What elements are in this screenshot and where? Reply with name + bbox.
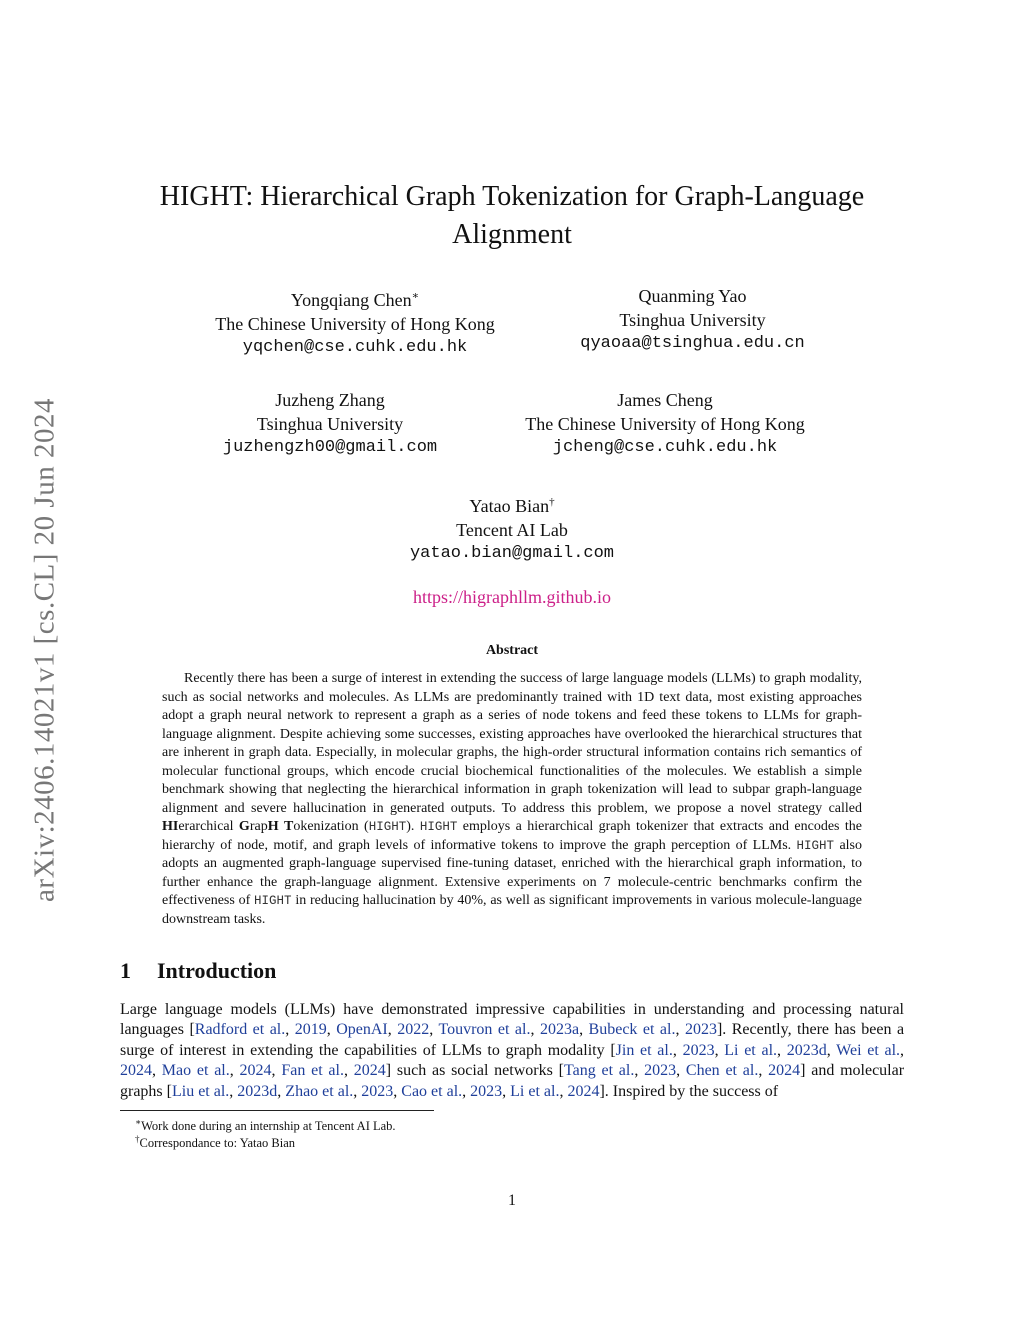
- section-number: 1: [120, 958, 131, 983]
- citation-link[interactable]: Liu et al.: [171, 1082, 230, 1100]
- footnote-text: Work done during an internship at Tencent AI Lab.: [141, 1119, 396, 1134]
- citation-link[interactable]: 2024: [239, 1062, 272, 1080]
- citation-link[interactable]: Mao et al.: [161, 1062, 230, 1080]
- author-block-5: [362, 490, 662, 566]
- abstract-body: [162, 670, 862, 929]
- author-name: Yongqiang Chen: [290, 290, 412, 310]
- abstract-text: rap: [249, 819, 268, 834]
- intro-paragraph: [120, 1000, 904, 1102]
- intro-text: ,: [343, 1062, 354, 1080]
- author-mark: †: [549, 496, 555, 508]
- abstract-text: employs a hierarchical graph tokenizer that extracts and encodes the hierarchy of node, motif, and graph levels of informative tokens to improve the graph perception of LLMs.: [162, 819, 862, 853]
- author-email: jcheng@cse.cuhk.edu.hk: [552, 438, 778, 457]
- intro-text: ,: [326, 1021, 337, 1039]
- abstract-bold: G: [238, 819, 250, 834]
- intro-text: ,: [502, 1082, 511, 1100]
- intro-text: ,: [559, 1082, 568, 1100]
- intro-text: ,: [152, 1062, 162, 1080]
- citation-link[interactable]: 2023: [684, 1021, 717, 1039]
- citation-link[interactable]: 2024: [120, 1062, 152, 1080]
- abstract-code: HIGHT: [368, 820, 407, 834]
- citation-link[interactable]: Bubeck et al.: [588, 1021, 676, 1039]
- citation-link[interactable]: 2023d: [237, 1082, 278, 1100]
- abstract-code: HIGHT: [419, 820, 458, 834]
- arxiv-identifier: arXiv:2406.14021v1 [cs.CL] 20 Jun 2024: [28, 398, 61, 902]
- page-number: 1: [508, 1192, 516, 1209]
- citation-link[interactable]: 2023d: [786, 1041, 827, 1059]
- intro-text: ,: [900, 1041, 905, 1059]
- abstract-code: HIGHT: [254, 894, 292, 908]
- intro-text: ]. Recently, there has been a surge of interest in extending the capabilities of LLMs to graph modality [: [120, 1021, 905, 1059]
- intro-text: ,: [277, 1082, 286, 1100]
- abstract-heading: Abstract: [485, 643, 539, 658]
- abstract-text: erarchical: [178, 819, 239, 834]
- author-block-3: [180, 388, 480, 460]
- author-name: Yatao Bian: [469, 496, 550, 516]
- project-url-link[interactable]: https://higraphllm.github.io: [413, 587, 611, 607]
- citation-link[interactable]: 2024: [353, 1062, 386, 1080]
- citation-link[interactable]: 2024: [567, 1082, 600, 1100]
- citation-link[interactable]: Wei et al.: [836, 1041, 901, 1059]
- intro-text: Large language models (LLMs) have demonstrated impressive capabilities in understanding and processing natural languages [: [120, 1001, 904, 1039]
- author-affiliation: Tsinghua University: [619, 310, 766, 330]
- author-block-1: [170, 284, 540, 360]
- citation-link[interactable]: Chen et al.: [685, 1062, 759, 1080]
- abstract-text: also adopts an augmented graph-language supervised fine-tuning dataset, enriched with the hierarchical graph information, to further enhance the graph-language alignment. Extensive experiments on 7 molecule-centric benchmarks confirm the effectiveness of: [162, 837, 862, 908]
- intro-text: ,: [714, 1041, 725, 1059]
- author-name: Juzheng Zhang: [275, 390, 385, 410]
- citation-link[interactable]: Zhao et al.: [285, 1082, 354, 1100]
- abstract-text: in reducing hallucination by 40%, as well as significant improvements in various molecule-language downstream tasks.: [162, 893, 862, 927]
- author-affiliation: The Chinese University of Hong Kong: [525, 414, 805, 434]
- intro-text: ,: [393, 1082, 402, 1100]
- intro-text: ,: [271, 1062, 282, 1080]
- abstract-bold: H: [267, 819, 279, 834]
- citation-link[interactable]: 2023: [644, 1062, 677, 1080]
- intro-text: ,: [826, 1041, 837, 1059]
- author-affiliation: The Chinese University of Hong Kong: [215, 314, 495, 334]
- citation-link[interactable]: 2023: [682, 1041, 715, 1059]
- intro-text: ,: [530, 1021, 540, 1039]
- abstract-text: Recently there has been a surge of interest in extending the success of large language models (LLMs) to graph modality, such as social networks and molecules. As LLMs are predominantly trained with 1D text data, most existing approaches adopt a graph neural network to represent a graph as a series of node tokens and feed these tokens to LLMs for graph-language alignment. Despite achieving some successes, existing approaches have overlooked the hierarchical structures that are inherent in graph data. Especially, in molecular graphs, the high-order structural information contains rich semantics of molecular functional groups, which encode crucial biochemical functionalities of the molecules. We establish a simple benchmark showing that neglecting the hierarchical information in graph tokenization will lead to subpar graph-language alignment and severe hallucination in generated outputs. To address this problem, we propose a novel strategy called: [162, 671, 862, 816]
- author-affiliation: Tsinghua University: [256, 414, 404, 434]
- footnote-mark: ∗: [135, 1117, 142, 1127]
- citation-link[interactable]: Li et al.: [724, 1041, 778, 1059]
- intro-text: ,: [675, 1021, 685, 1039]
- citation-link[interactable]: Touvron et al.: [438, 1021, 531, 1039]
- section-title: Introduction: [157, 958, 277, 983]
- citation-link[interactable]: Cao et al.: [401, 1082, 463, 1100]
- abstract-bold: HI: [162, 819, 179, 834]
- author-block-4: [490, 388, 840, 460]
- intro-text: ,: [462, 1082, 471, 1100]
- footnote-mark: †: [135, 1134, 140, 1144]
- intro-text: ]. Inspired by the success of: [599, 1082, 779, 1100]
- author-block-2: [520, 284, 865, 356]
- section-heading: [120, 958, 276, 984]
- footnote-text: Correspondance to: Yatao Bian: [139, 1136, 296, 1151]
- footnote-divider: [120, 1110, 434, 1111]
- intro-text: ,: [758, 1062, 769, 1080]
- abstract-text: ).: [406, 819, 420, 834]
- intro-text: ,: [229, 1062, 240, 1080]
- author-email: yatao.bian@gmail.com: [409, 544, 615, 563]
- citation-link[interactable]: 2022: [397, 1021, 430, 1039]
- author-email: qyaoaa@tsinghua.edu.cn: [580, 334, 805, 353]
- citation-link[interactable]: 2019: [294, 1021, 327, 1039]
- intro-text: ,: [634, 1062, 645, 1080]
- citation-link[interactable]: 2023: [470, 1082, 503, 1100]
- intro-text: ,: [387, 1021, 398, 1039]
- intro-text: ,: [579, 1021, 589, 1039]
- author-name: James Cheng: [617, 390, 713, 410]
- abstract-bold: T: [284, 819, 294, 834]
- abstract-code: HIGHT: [796, 838, 835, 853]
- intro-text: ,: [353, 1082, 362, 1100]
- citation-link[interactable]: Fan et al.: [281, 1062, 344, 1080]
- citation-link[interactable]: 2024: [768, 1062, 801, 1080]
- citation-link[interactable]: Tang et al.: [563, 1062, 635, 1080]
- author-mark: ∗: [411, 290, 420, 302]
- intro-text: ,: [777, 1041, 787, 1059]
- citation-link[interactable]: Li et al.: [510, 1082, 560, 1100]
- intro-text: ,: [429, 1021, 439, 1039]
- author-email: juzhengzh00@gmail.com: [222, 438, 438, 457]
- abstract-text: okenization (: [293, 819, 369, 834]
- project-link-row: [0, 587, 1024, 608]
- intro-text: ,: [229, 1082, 238, 1100]
- intro-text: ,: [676, 1062, 686, 1080]
- intro-text: ] such as social networks [: [385, 1062, 564, 1080]
- paper-title: HIGHT: Hierarchical Graph Tokenization for Graph-Language Alignment: [159, 181, 865, 250]
- author-email: yqchen@cse.cuhk.edu.hk: [242, 338, 468, 357]
- citation-link[interactable]: Jin et al.: [615, 1041, 673, 1059]
- citation-link[interactable]: 2023: [361, 1082, 394, 1100]
- intro-text: ,: [285, 1021, 295, 1039]
- citation-link[interactable]: 2023a: [539, 1021, 580, 1039]
- citation-link[interactable]: Radford et al.: [194, 1021, 286, 1039]
- citation-link[interactable]: OpenAI: [336, 1021, 388, 1039]
- author-name: Quanming Yao: [638, 286, 747, 306]
- intro-text: ,: [672, 1041, 683, 1059]
- intro-text: ] and molecular graphs [: [120, 1062, 905, 1100]
- footnote-2: [135, 1131, 295, 1151]
- author-affiliation: Tencent AI Lab: [456, 520, 568, 540]
